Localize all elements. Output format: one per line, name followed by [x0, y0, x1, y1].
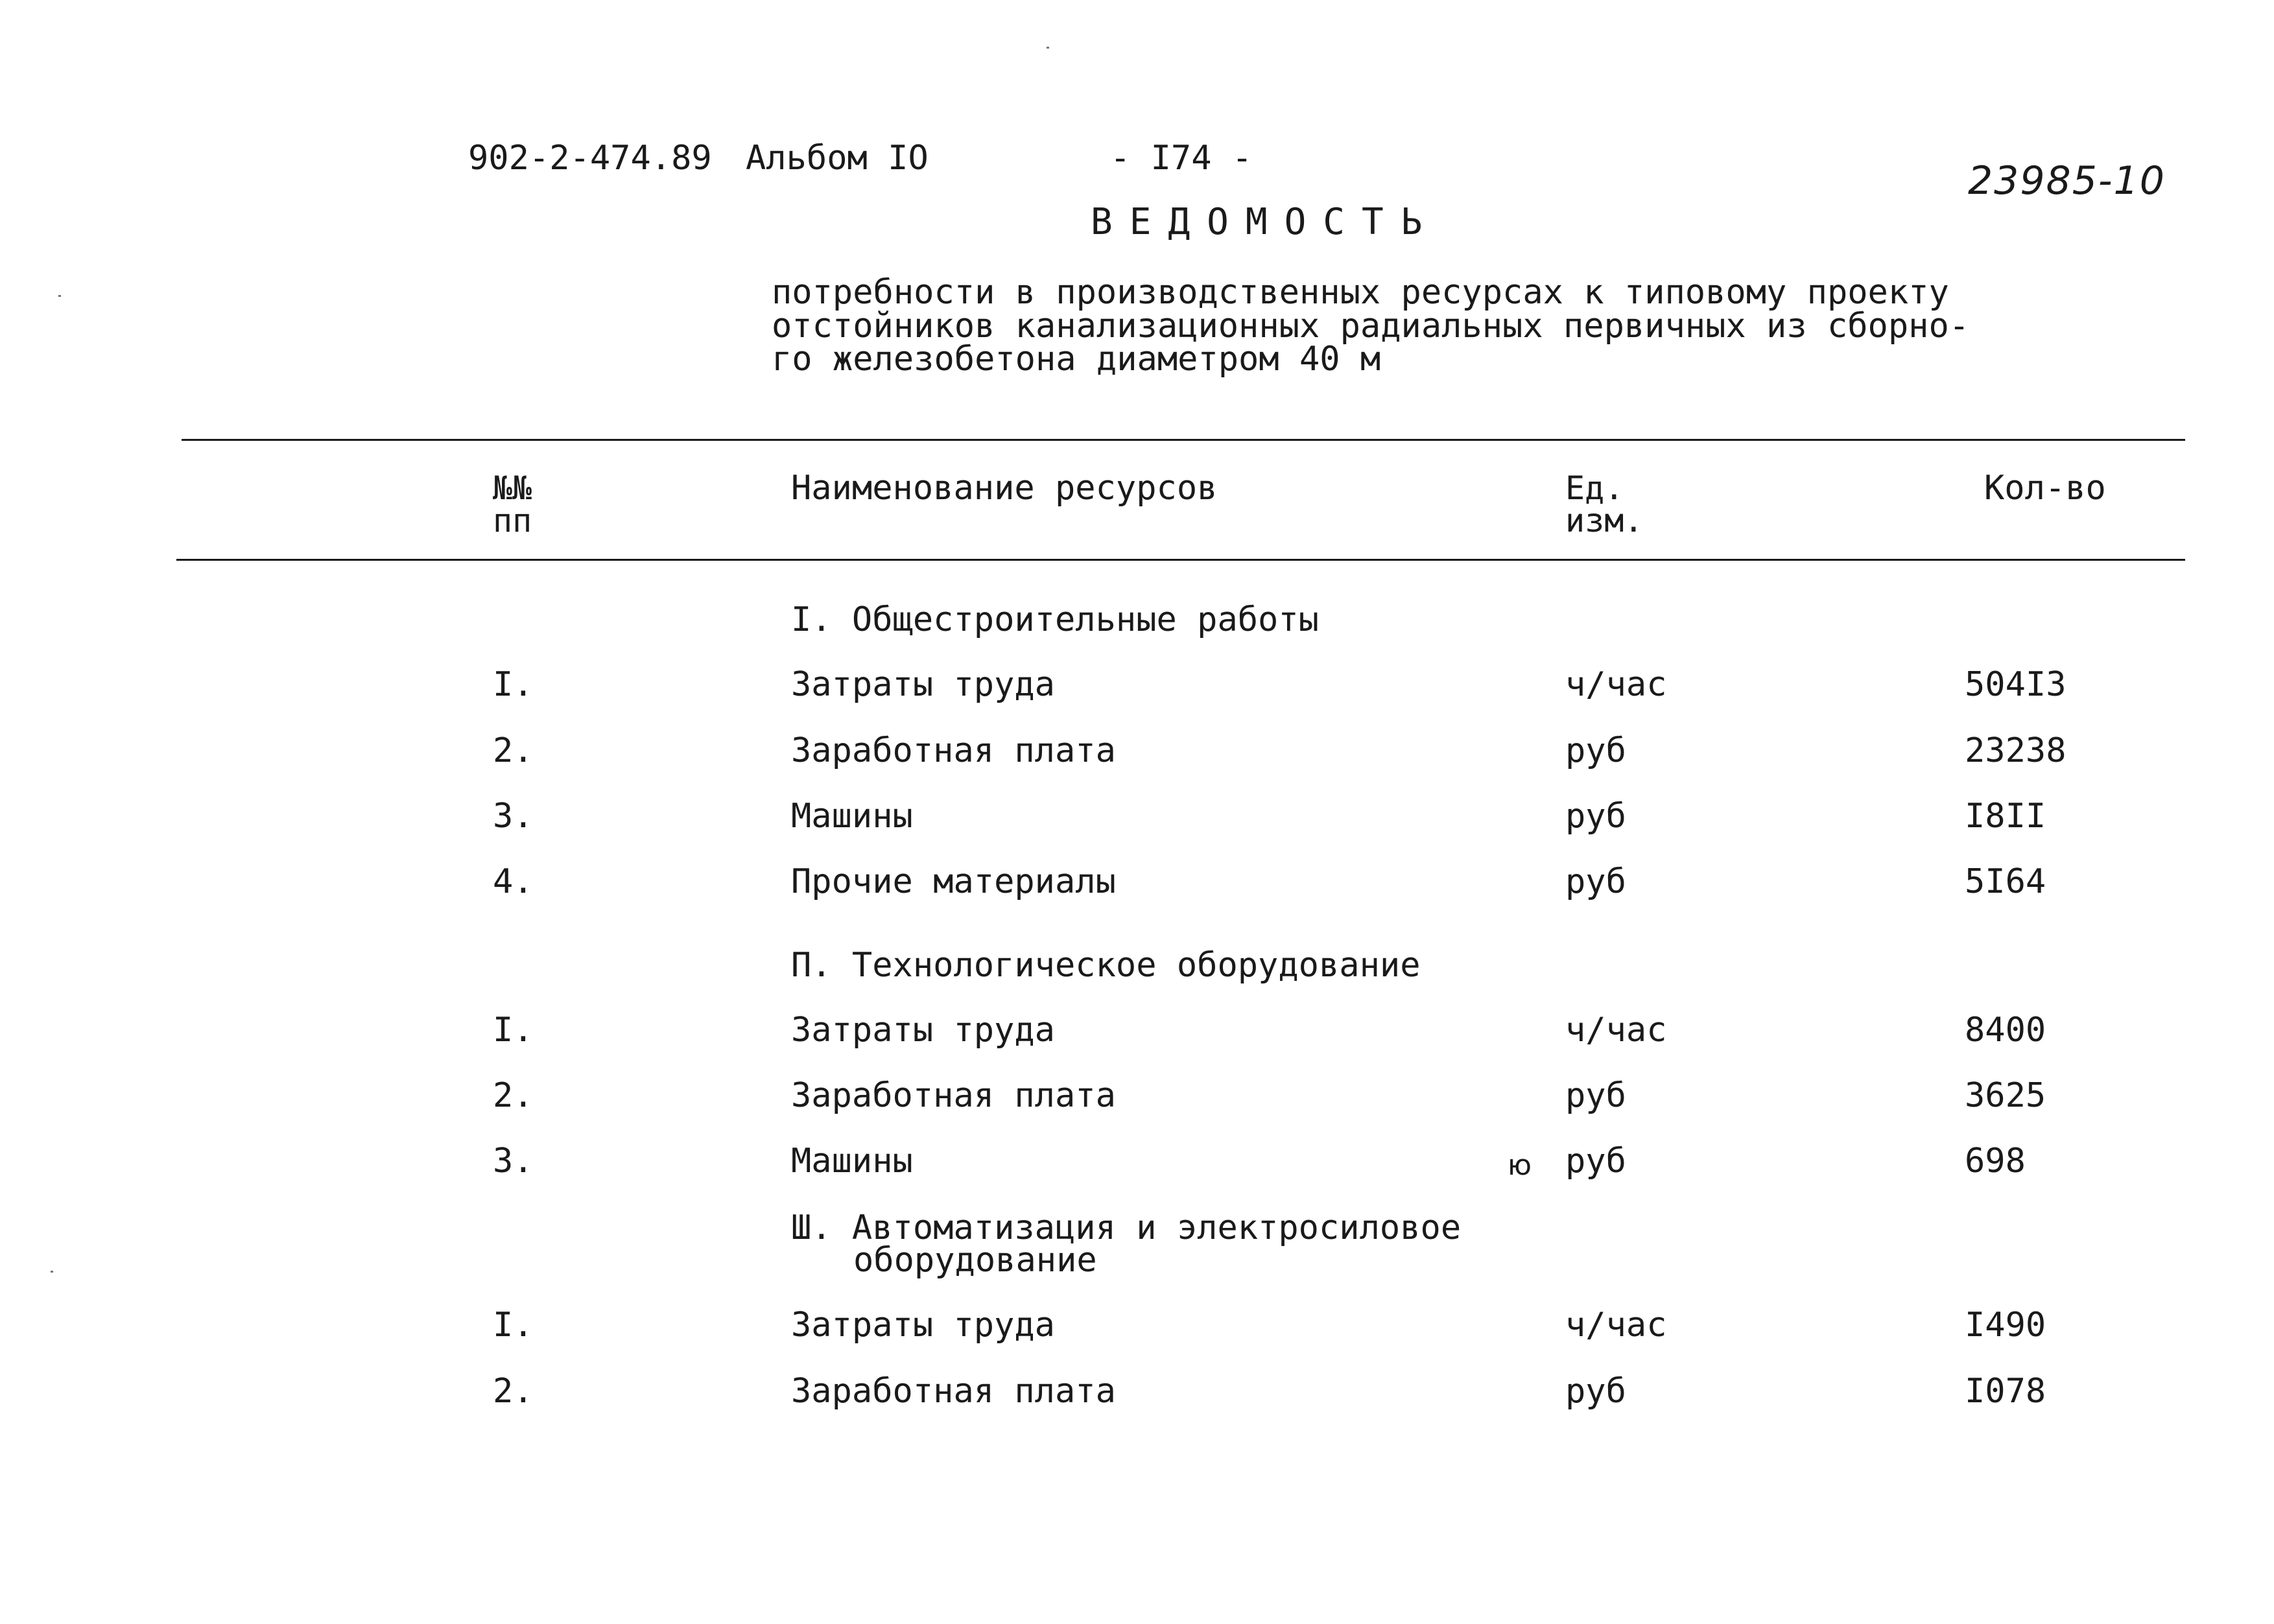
subtitle-line-2: отстойников канализационных радиальных первичных из сборно- — [772, 307, 1970, 346]
unit: руб — [1565, 731, 1626, 770]
column-name-header: Наименование ресурсов — [791, 469, 1218, 508]
unit: руб — [1565, 797, 1626, 836]
column-number-line-2: пп — [493, 502, 532, 539]
column-unit-line-1: Ед. — [1565, 469, 1624, 507]
resource-name: Затраты труда — [791, 1011, 1055, 1050]
section-title: Ш. Автоматизация и электросиловое — [791, 1208, 1462, 1247]
column-quantity-header: Кол-во — [1984, 469, 2106, 508]
unit: руб — [1565, 1372, 1626, 1411]
quantity: 5I64 — [1965, 862, 2046, 901]
page-number: - I74 - — [1110, 139, 1253, 178]
table-top-rule — [182, 439, 2185, 441]
quantity: 504I3 — [1965, 665, 2067, 704]
section-title-continued: оборудование — [853, 1241, 1097, 1280]
resource-name: Машины — [791, 1142, 913, 1181]
document-code: 902-2-474.89 — [468, 139, 712, 178]
quantity: 698 — [1965, 1142, 2026, 1181]
resource-name: Заработная плата — [791, 731, 1116, 770]
resource-name: Прочие материалы — [791, 862, 1116, 901]
row-number: 2. — [493, 1372, 534, 1411]
quantity: 8400 — [1965, 1011, 2046, 1050]
section-title: П. Технологическое оборудование — [791, 946, 1421, 985]
resource-name: Заработная плата — [791, 1372, 1116, 1411]
column-unit-line-2: изм. — [1565, 502, 1644, 539]
resource-name: Машины — [791, 797, 913, 836]
document-title: ВЕДОМОСТЬ — [1091, 201, 1439, 243]
scan-speck — [58, 295, 61, 297]
column-number-line-1: №№ — [493, 469, 532, 507]
row-number: I. — [493, 1306, 534, 1345]
section-title: I. Общестроительные работы — [791, 600, 1319, 639]
unit: ч/час — [1565, 1306, 1667, 1345]
stray-mark: ю — [1508, 1149, 1532, 1182]
album-number: Альбом IO — [746, 139, 929, 178]
unit: ч/час — [1565, 665, 1667, 704]
subtitle-line-1: потребности в производственных ресурсах к типовому проекту — [772, 273, 1949, 312]
resource-name: Затраты труда — [791, 1306, 1055, 1345]
subtitle-line-3: го железобетона диаметром 40 м — [772, 340, 1381, 379]
row-number: 2. — [493, 1076, 534, 1115]
quantity: I490 — [1965, 1306, 2046, 1345]
row-number: 3. — [493, 797, 534, 836]
unit: руб — [1565, 862, 1626, 901]
scan-speck — [1047, 47, 1049, 49]
unit: руб — [1565, 1142, 1626, 1181]
row-number: 4. — [493, 862, 534, 901]
row-number: I. — [493, 665, 534, 704]
unit: руб — [1565, 1076, 1626, 1115]
unit: ч/час — [1565, 1011, 1667, 1050]
row-number: 3. — [493, 1142, 534, 1181]
resource-name: Заработная плата — [791, 1076, 1116, 1115]
row-number: I. — [493, 1011, 534, 1050]
quantity: I8II — [1965, 797, 2046, 836]
quantity: 23238 — [1965, 731, 2067, 770]
table-header-rule — [176, 559, 2185, 561]
handwritten-stamp: 23985-10 — [1968, 158, 2166, 204]
resource-name: Затраты труда — [791, 665, 1055, 704]
quantity: 3625 — [1965, 1076, 2046, 1115]
row-number: 2. — [493, 731, 534, 770]
scan-speck — [51, 1271, 53, 1273]
quantity: I078 — [1965, 1372, 2046, 1411]
